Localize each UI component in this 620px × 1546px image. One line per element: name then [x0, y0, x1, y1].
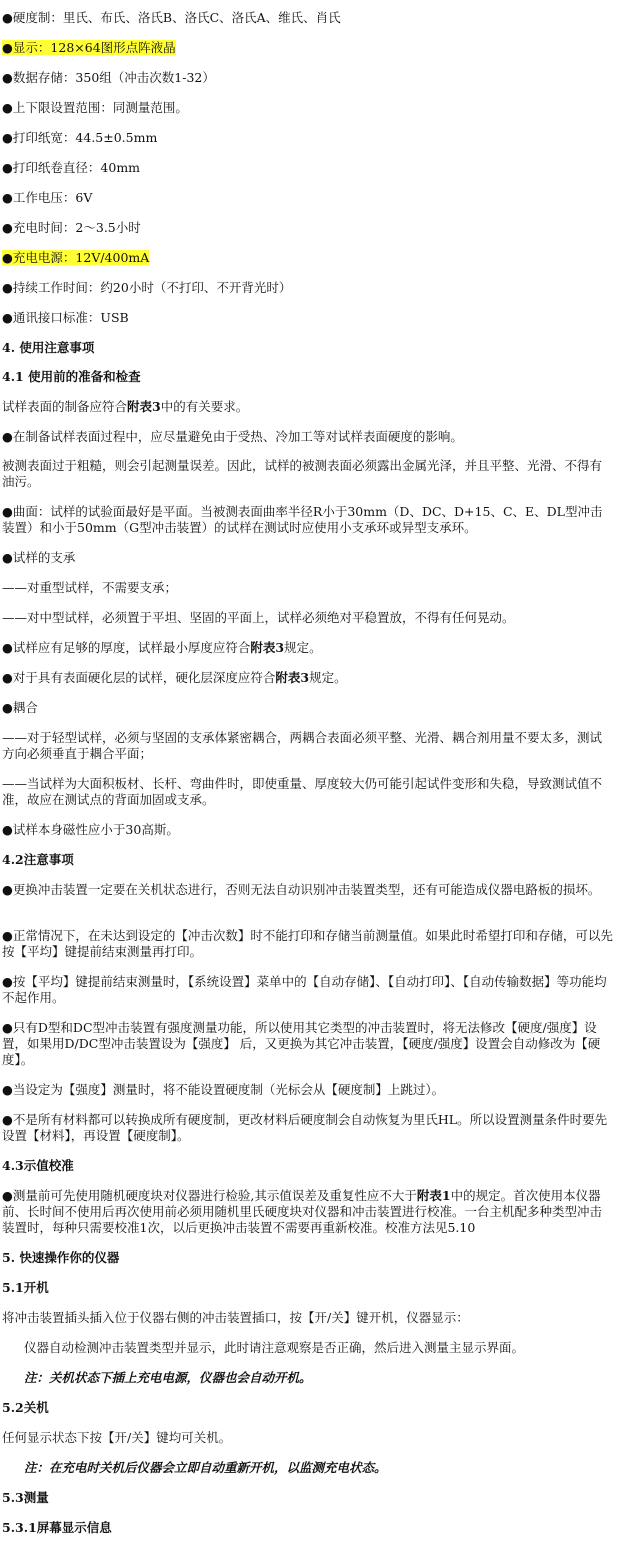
section-heading-5: 5. 快速操作你的仪器	[2, 1250, 120, 1265]
paragraph: ●只有D型和DC型冲击装置有强度测量功能，所以使用其它类型的冲击装置时，将无法修改【硬度/强度】设置，如果用D/DC型冲击装置设为【强度】 后，又更换为其它冲击装置，【硬度/强度】设置会自动修改为【硬度】。	[2, 1020, 601, 1067]
paragraph: 试样表面的制备应符合附表3中的有关要求。	[2, 399, 249, 414]
paragraph: 仪器自动检测冲击装置类型并显示，此时请注意观察是否正确，然后进入测量主显示界面。	[24, 1340, 525, 1355]
note-text: 注：关机状态下插上充电电源，仪器也会自动开机。	[24, 1370, 312, 1385]
paragraph: ●当设定为【强度】测量时，将不能设置硬度制（光标会从【硬度制】上跳过）。	[2, 1082, 445, 1097]
section-heading-4: 4. 使用注意事项	[2, 340, 95, 355]
highlighted-text: ●充电电源：12V/400mA	[2, 250, 150, 265]
spec-interface: ●通讯接口标准：USB	[2, 310, 129, 325]
paragraph: 任何显示状态下按【开/关】键均可关机。	[2, 1430, 232, 1445]
subsection-heading-4-2: 4.2注意事项	[2, 852, 74, 867]
spec-display	[2, 40, 614, 56]
spec-limit-range: ●上下限设置范围：同测量范围。	[2, 100, 188, 115]
subsection-heading-4-1: 4.1 使用前的准备和检查	[2, 369, 141, 384]
spec-working-voltage: ●工作电压：6V	[2, 190, 93, 205]
spec-charge-time: ●充电时间：2～3.5小时	[2, 220, 141, 235]
paragraph: ——对于轻型试样，必须与坚固的支承体紧密耦合，两耦合表面必须平整、光滑、耦合剂用量不要太多，测试方向必须垂直于耦合平面；	[2, 730, 603, 761]
spec-data-storage: ●数据存储：350组（冲击次数1-32）	[2, 70, 215, 85]
paragraph: ●不是所有材料都可以转换成所有硬度制，更改材料后硬度制会自动恢复为里氏HL。所以设置测量条件时要先设置【材料】，再设置【硬度制】。	[2, 1112, 608, 1143]
paragraph: ●曲面：试样的试验面最好是平面。当被测表面曲率半径R小于30mm（D、DC、D+15、C、E、DL型冲击装置）和小于50mm（G型冲击装置）的试样在测试时应使用小支承环或异型支承环。	[2, 504, 603, 535]
paragraph: ●试样的支承	[2, 550, 76, 565]
paragraph: 将冲击装置插头插入位于仪器右侧的冲击装置插口，按【开/关】键开机，仪器显示：	[2, 1310, 469, 1325]
paragraph: 被测表面过于粗糙，则会引起测量误差。因此，试样的被测表面必须露出金属光泽，并且平整、光滑、不得有油污。	[2, 458, 603, 489]
paragraph: ——当试样为大面积板材、长杆、弯曲件时，即使重量、厚度较大仍可能引起试件变形和失稳，导致测试值不准，故应在测试点的背面加固或支承。	[2, 776, 603, 807]
subsection-heading-5-3: 5.3测量	[2, 1490, 49, 1505]
paragraph: ——对重型试样，不需要支承；	[2, 580, 178, 595]
highlighted-text: ●显示：128×64图形点阵液晶	[2, 40, 176, 55]
spec-working-duration: ●持续工作时间：约20小时（不打印、不开背光时）	[2, 280, 292, 295]
subsection-heading-5-3-1: 5.3.1屏幕显示信息	[2, 1520, 112, 1535]
spec-hardness-scales: ●硬度制：里氏、布氏、洛氏B、洛氏C、洛氏A、维氏、肖氏	[2, 10, 341, 25]
paragraph: ●在制备试样表面过程中，应尽量避免由于受热、冷加工等对试样表面硬度的影响。	[2, 429, 463, 444]
paragraph: ●正常情况下，在未达到设定的【冲击次数】时不能打印和存储当前测量值。如果此时希望打印和存储，可以先按【平均】键提前结束测量再打印。	[2, 928, 613, 959]
subsection-heading-4-3: 4.3示值校准	[2, 1158, 74, 1173]
table-reference: 附表3	[250, 640, 285, 655]
table-reference: 附表3	[127, 399, 161, 414]
table-reference: 附表1	[416, 1188, 451, 1203]
subsection-heading-5-1: 5.1开机	[2, 1280, 49, 1295]
spec-paper-width: ●打印纸宽：44.5±0.5mm	[2, 130, 158, 145]
subsection-heading-5-2: 5.2关机	[2, 1400, 49, 1415]
spec-charge-power	[2, 250, 614, 266]
paragraph: ●更换冲击装置一定要在关机状态进行，否则无法自动识别冲击装置类型，还有可能造成仪器电路板的损坏。	[2, 882, 601, 897]
paragraph: ●按【平均】键提前结束测量时，【系统设置】菜单中的【自动存储】、【自动打印】、【自动传输数据】等功能均不起作用。	[2, 974, 607, 1005]
paragraph: ——对中型试样，必须置于平坦、坚固的平面上，试样必须绝对平稳置放，不得有任何晃动。	[2, 610, 515, 625]
paragraph: ●对于具有表面硬化层的试样，硬化层深度应符合附表3规定。	[2, 670, 347, 685]
note-text: 注：在充电时关机后仪器会立即自动重新开机，以监测充电状态。	[24, 1460, 387, 1475]
spec-paper-roll-diameter: ●打印纸卷直径：40mm	[2, 160, 141, 175]
table-reference: 附表3	[275, 670, 310, 685]
paragraph: ●测量前可先使用随机硬度块对仪器进行检验,其示值误差及重复性应不大于附表1中的规定。首次使用本仪器前、长时间不使用后再次使用前必须用随机里氏硬度块对仪器和冲击装置进行校准。一台主机配多种类型冲击装置时，每种只需要校准1次，以后更换冲击装置不需要再重新校准。校准方法见5.10	[2, 1188, 603, 1235]
paragraph: ●耦合	[2, 700, 38, 715]
paragraph: ●试样应有足够的厚度，试样最小厚度应符合附表3规定。	[2, 640, 322, 655]
paragraph: ●试样本身磁性应小于30高斯。	[2, 822, 179, 837]
